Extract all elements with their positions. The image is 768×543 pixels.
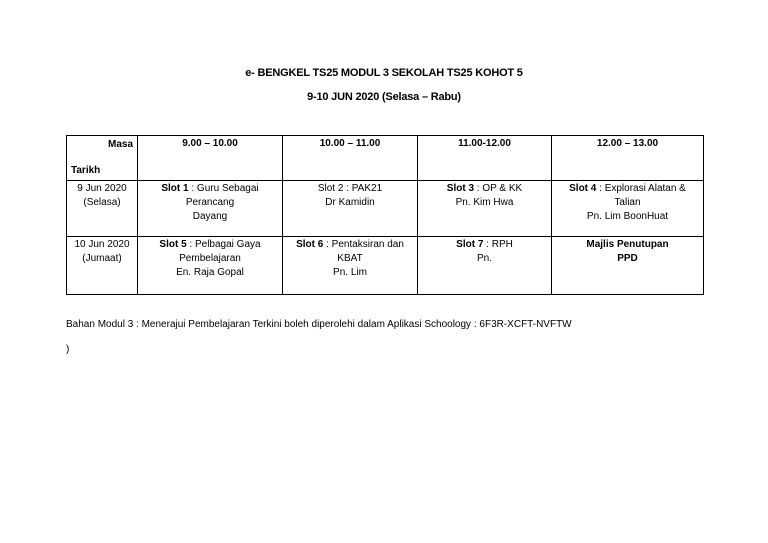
module-note: Bahan Modul 3 : Menerajui Pembelajaran Terkini boleh diperolehi dalam Aplikasi Schoology : 6F3R-XCFT-NVFTW [66, 319, 572, 330]
trailing-paren: ) [66, 344, 70, 355]
slot-presenter: Pn. Lim BoonHuat [586, 211, 669, 222]
time-header-4: 12.00 – 13.00 [552, 136, 704, 181]
slot-topic: : RPH [483, 239, 513, 250]
date-cell [67, 181, 138, 237]
slot-presenter: Pn. Kim Hwa [455, 197, 514, 208]
header-row [67, 136, 704, 181]
slot-label: Slot 5 [159, 239, 187, 250]
time-header-3: 11.00-12.00 [418, 136, 552, 181]
masa-label: Masa [107, 139, 133, 150]
slot-label: Slot 7 [456, 239, 484, 250]
slot-presenter: PPD [617, 253, 638, 264]
slot-cell [283, 181, 418, 237]
slot-cell [418, 181, 552, 237]
slot-label: Majlis Penutupan [586, 239, 669, 250]
day-text: (Jumaat) [82, 253, 122, 264]
slot-topic: Slot 2 : PAK21 [317, 183, 383, 194]
slot-topic: : Pentaksiran dan KBAT [323, 239, 404, 264]
slot-topic: : OP & KK [474, 183, 523, 194]
slot-cell [418, 237, 552, 295]
slot-presenter: Dr Kamidin [325, 197, 375, 208]
slot-cell [552, 181, 704, 237]
date-text: 9 Jun 2020 [77, 183, 127, 194]
schedule-table [66, 135, 704, 295]
time-header-2: 10.00 – 11.00 [283, 136, 418, 181]
slot-presenter: Dayang [192, 211, 228, 222]
slot-cell [138, 181, 283, 237]
tarikh-label: Tarikh [71, 165, 101, 176]
slot-label: Slot 6 [296, 239, 324, 250]
slot-topic: : Pelbagai Gaya Pembelajaran [179, 239, 261, 264]
slot-cell [283, 237, 418, 295]
date-cell [67, 237, 138, 295]
slot-cell [552, 237, 704, 295]
table-row [67, 237, 704, 295]
slot-topic: : Guru Sebagai Perancang [185, 183, 259, 208]
slot-label: Slot 1 [161, 183, 189, 194]
slot-cell [138, 237, 283, 295]
slot-label: Slot 3 [446, 183, 475, 194]
slot-label: Slot 4 [569, 183, 597, 194]
slot-topic: : Explorasi Alatan & Talian [596, 183, 686, 208]
table-row [67, 181, 704, 237]
day-text: (Selasa) [83, 197, 121, 208]
time-header-1: 9.00 – 10.00 [138, 136, 283, 181]
slot-presenter: Pn. Lim [333, 267, 367, 278]
slot-presenter: En. Raja Gopal [176, 267, 244, 278]
document-subtitle: 9-10 JUN 2020 (Selasa – Rabu) [307, 91, 461, 103]
document-title: e- BENGKEL TS25 MODUL 3 SEKOLAH TS25 KOHOT 5 [245, 67, 523, 79]
slot-presenter: Pn. [476, 253, 492, 264]
corner-cell [67, 136, 138, 181]
date-text: 10 Jun 2020 [74, 239, 130, 250]
